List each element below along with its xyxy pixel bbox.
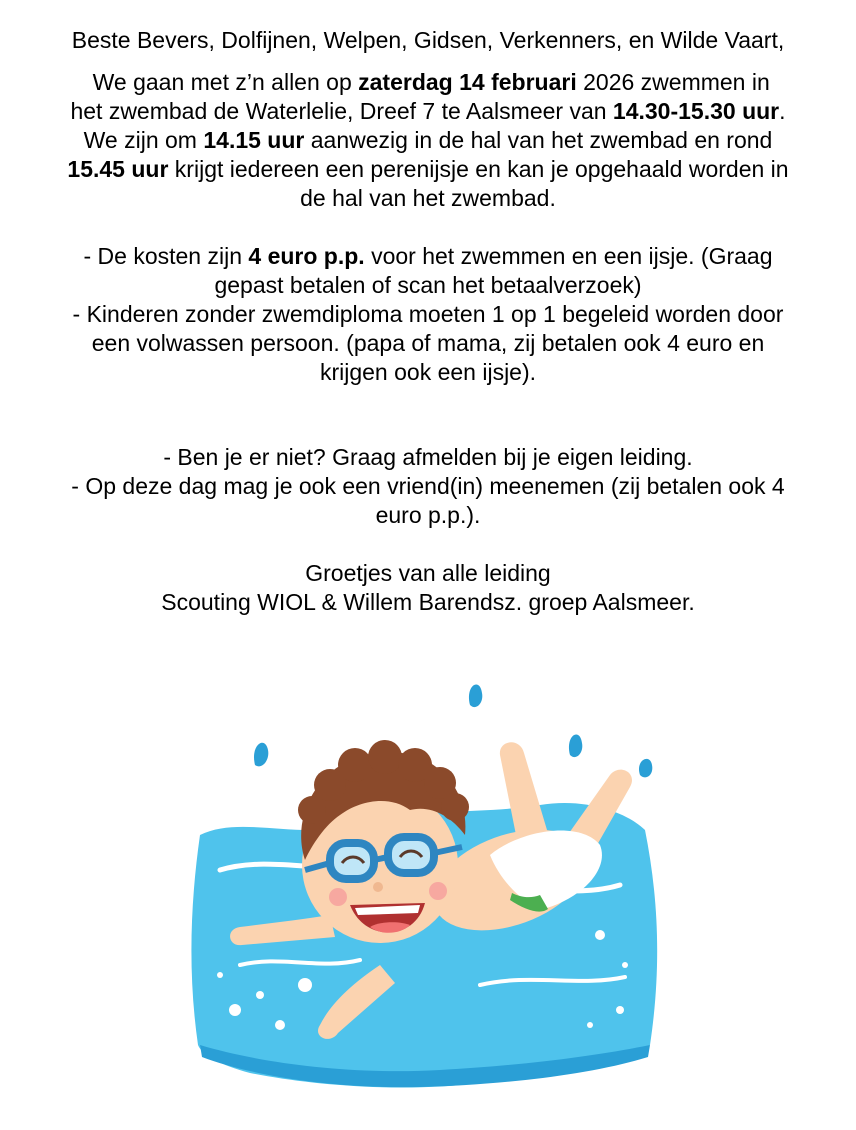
paragraph-2-line-5: krijgen ook een ijsje). xyxy=(319,359,537,385)
paragraph-1-line-1: We gaan met z’n allen op zaterdag 14 februari 2026 zwemmen in xyxy=(92,69,770,95)
closing-line-2: Scouting WIOL & Willem Barendsz. groep Aalsmeer. xyxy=(161,589,695,615)
letter-text xyxy=(0,26,856,617)
paragraph-1-line-3: We zijn om 14.15 uur aanwezig in de hal van het zwembad en rond xyxy=(83,127,773,153)
paragraph-3-line-1: - Ben je er niet? Graag afmelden bij je eigen leiding. xyxy=(163,444,693,470)
closing-line-1: Groetjes van alle leiding xyxy=(305,560,551,586)
greeting: Beste Bevers, Dolfijnen, Welpen, Gidsen, Verkenners, en Wilde Vaart, xyxy=(71,27,785,53)
paragraph-1-line-4: 15.45 uur krijgt iedereen een perenijsje en kan je opgehaald worden in xyxy=(67,156,789,182)
paragraph-1-line-2: het zwembad de Waterlelie, Dreef 7 te Aalsmeer van 14.30-15.30 uur. xyxy=(70,98,786,124)
paragraph-3-line-3: euro p.p.). xyxy=(375,502,481,528)
paragraph-2-line-1: - De kosten zijn 4 euro p.p. voor het zwemmen en een ijsje. (Graag xyxy=(83,243,773,269)
paragraph-2-line-4: een volwassen persoon. (papa of mama, zij betalen ook 4 euro en xyxy=(91,330,765,356)
swimming-boy-icon xyxy=(180,665,680,1105)
paragraph-1-line-5: de hal van het zwembad. xyxy=(300,185,556,211)
paragraph-2-line-2: gepast betalen of scan het betaalverzoek) xyxy=(214,272,642,298)
paragraph-2-line-3: - Kinderen zonder zwemdiploma moeten 1 op 1 begeleid worden door xyxy=(72,301,784,327)
paragraph-3-line-2: - Op deze dag mag je ook een vriend(in) meenemen (zij betalen ook 4 xyxy=(71,473,785,499)
